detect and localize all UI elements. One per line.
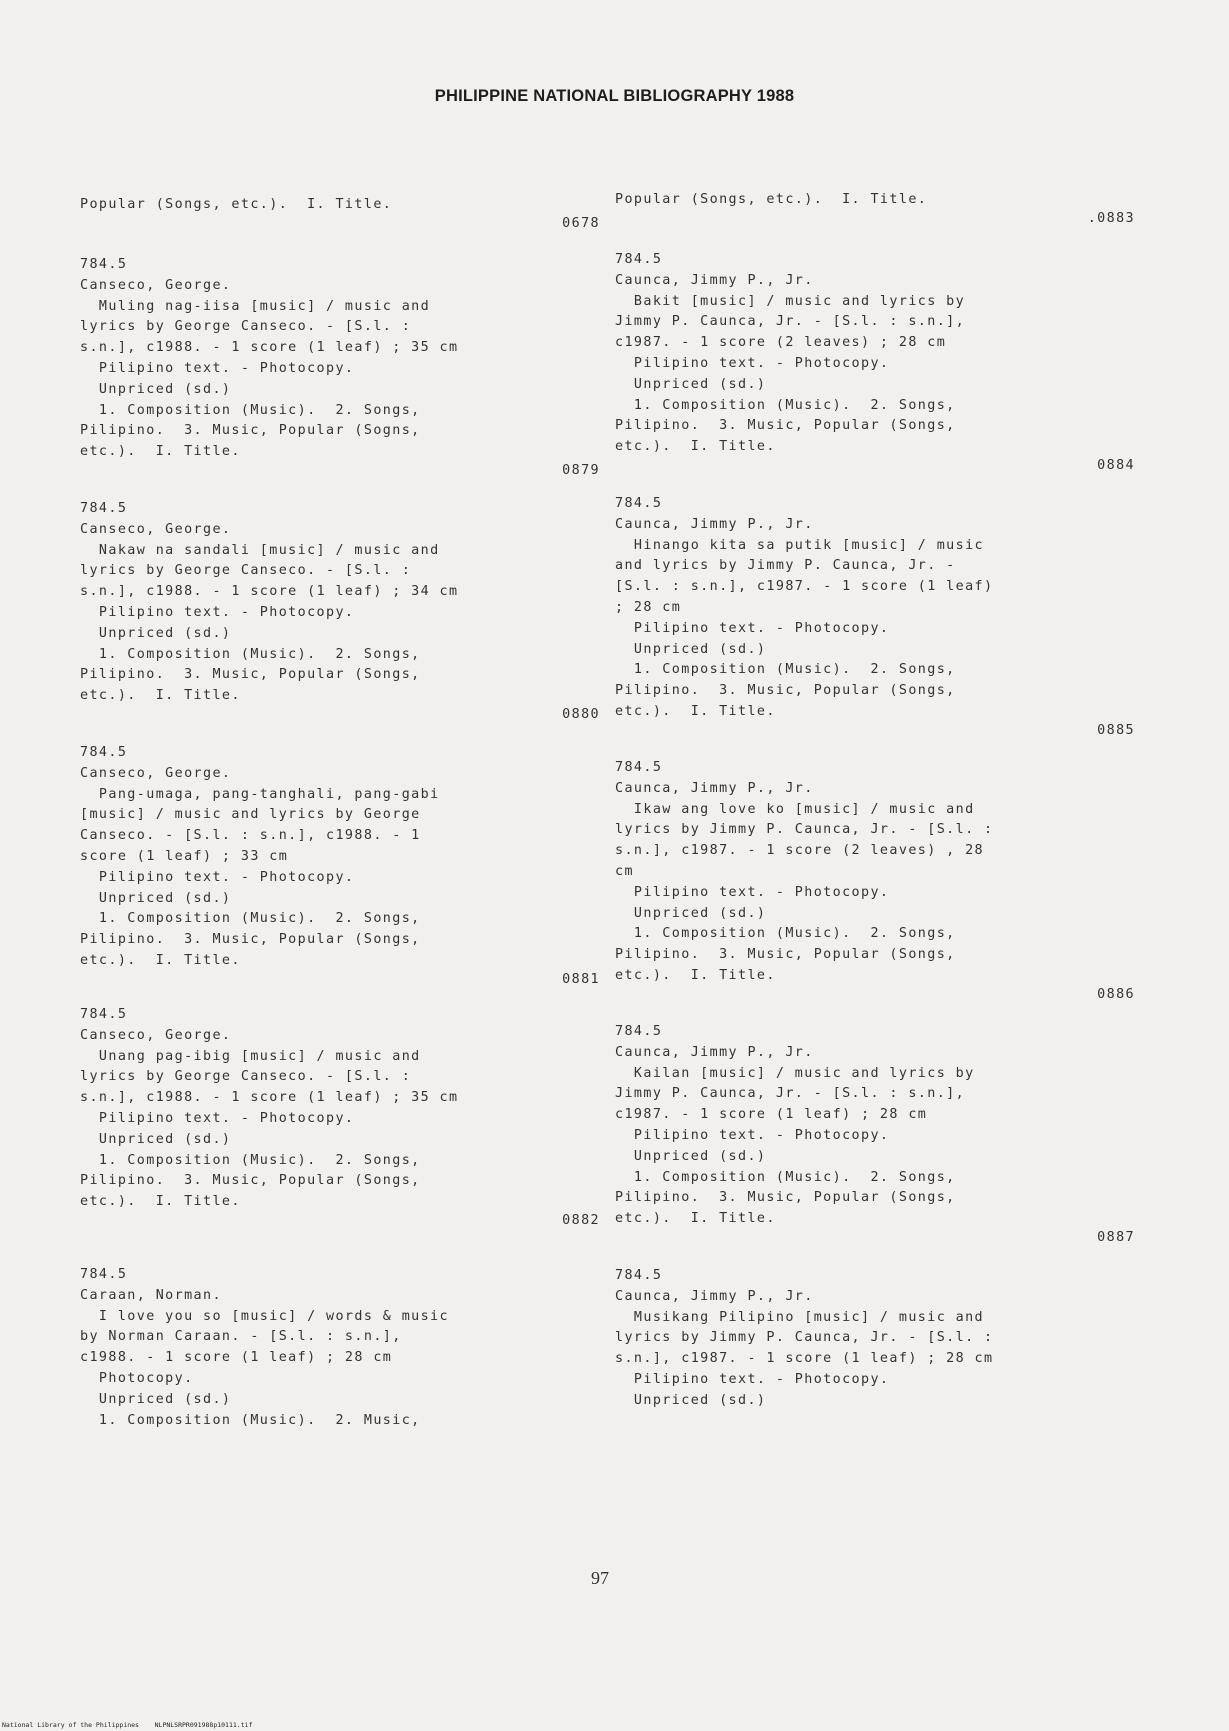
entry-line: Popular (Songs, etc.). I. Title.: [615, 192, 928, 207]
entry-line: Muling nag-iisa [music] / music and: [80, 298, 431, 314]
entry-line: Unpriced (sd.): [615, 905, 767, 921]
entry-line: I love you so [music] / words & music: [80, 1308, 450, 1324]
entry-line: etc.). I. Title.: [615, 967, 776, 983]
accession-number: .0883: [1087, 210, 1135, 226]
class-number: 784.5: [80, 1267, 128, 1282]
class-number: 784.5: [615, 1024, 663, 1039]
entry-line: ; 28 cm: [615, 599, 682, 615]
entry-line: Pilipino. 3. Music, Popular (Songs,: [80, 1173, 421, 1189]
entry-line: [S.l. : s.n.], c1987. - 1 score (1 leaf): [615, 579, 994, 595]
entry-line: s.n.], c1988. - 1 score (1 leaf) ; 34 cm: [80, 584, 459, 600]
entry-line: c1988. - 1 score (1 leaf) ; 28 cm: [80, 1350, 393, 1366]
catalog-entry: [80, 499, 600, 722]
entry-line: Pilipino text. - Photocopy.: [80, 869, 355, 885]
class-number: 784.5: [615, 496, 663, 511]
entry-line: etc.). I. Title.: [80, 952, 241, 968]
entry-line: lyrics by George Canseco. - [S.l. :: [80, 319, 412, 335]
entry-line: 1. Composition (Music). 2. Songs,: [80, 402, 421, 418]
entry-line: Caunca, Jimmy P., Jr.: [615, 1044, 814, 1060]
entry-line: Caunca, Jimmy P., Jr.: [615, 1288, 814, 1304]
entry-line: s.n.], c1988. - 1 score (1 leaf) ; 35 cm: [80, 1090, 459, 1106]
accession-number: 0678: [562, 215, 600, 231]
page-number: 97: [591, 1568, 609, 1588]
entry-line: Pilipino. 3. Music, Popular (Songs,: [80, 667, 421, 683]
entry-line: Unpriced (sd.): [615, 1148, 767, 1164]
catalog-entry: [615, 494, 1135, 738]
scan-footer: National Library of the Philippines NLPNLSRPR091988p10111.tif: [2, 1721, 253, 1729]
entry-line: s.n.], c1987. - 1 score (2 leaves) , 28: [615, 843, 985, 859]
entry-line: 1. Composition (Music). 2. Songs,: [80, 646, 421, 662]
entry-line: Unpriced (sd.): [80, 1131, 232, 1147]
catalog-entry: [615, 190, 1135, 226]
accession-number: 0880: [562, 706, 600, 722]
entry-line: Pang-umaga, pang-tanghali, pang-gabi: [80, 786, 440, 802]
entry-line: Unpriced (sd.): [80, 890, 232, 906]
entry-line: Unpriced (sd.): [615, 641, 767, 657]
entry-line: Unpriced (sd.): [615, 376, 767, 392]
entry-line: lyrics by George Canseco. - [S.l. :: [80, 563, 412, 579]
catalog-entry: [615, 1266, 1135, 1412]
accession-number: 0885: [1097, 722, 1135, 738]
entry-line: 1. Composition (Music). 2. Songs,: [615, 397, 956, 413]
entry-line: Unpriced (sd.): [615, 1392, 767, 1408]
entry-line: Bakit [music] / music and lyrics by: [615, 293, 966, 309]
entry-line: Unpriced (sd.): [80, 625, 232, 641]
entry-line: lyrics by Jimmy P. Caunca, Jr. - [S.l. :: [615, 822, 994, 838]
entry-line: etc.). I. Title.: [80, 688, 241, 704]
accession-number: 0887: [1097, 1229, 1135, 1245]
catalog-entry: [615, 1022, 1135, 1245]
entry-line: Caunca, Jimmy P., Jr.: [615, 516, 814, 532]
catalog-entry: [80, 255, 600, 478]
entry-line: score (1 leaf) ; 33 cm: [80, 848, 289, 864]
class-number: 784.5: [80, 1007, 128, 1022]
entry-line: by Norman Caraan. - [S.l. : s.n.],: [80, 1329, 402, 1345]
accession-number: 0884: [1097, 457, 1135, 473]
class-number: 784.5: [80, 501, 128, 516]
catalog-entry: [615, 250, 1135, 473]
catalog-entry: [80, 1265, 600, 1431]
entry-line: Canseco. - [S.l. : s.n.], c1988. - 1: [80, 828, 421, 844]
entry-line: Canseco, George.: [80, 521, 232, 537]
entry-line: 1. Composition (Music). 2. Songs,: [80, 1152, 421, 1168]
entry-line: s.n.], c1988. - 1 score (1 leaf) ; 35 cm: [80, 340, 459, 356]
class-number: 784.5: [615, 1268, 663, 1283]
entry-line: Caraan, Norman.: [80, 1287, 222, 1303]
entry-line: c1987. - 1 score (2 leaves) ; 28 cm: [615, 335, 947, 351]
entry-line: Photocopy.: [80, 1370, 194, 1386]
accession-number: 0881: [562, 971, 600, 987]
entry-line: and lyrics by Jimmy P. Caunca, Jr. -: [615, 558, 956, 574]
entry-line: 1. Composition (Music). 2. Songs,: [615, 1169, 956, 1185]
entry-line: Unang pag-ibig [music] / music and: [80, 1048, 421, 1064]
entry-line: cm: [615, 863, 634, 879]
entry-line: Pilipino text. - Photocopy.: [615, 1127, 890, 1143]
entry-line: Pilipino text. - Photocopy.: [615, 620, 890, 636]
entry-line: Hinango kita sa putik [music] / music: [615, 537, 985, 553]
entry-line: Pilipino. 3. Music, Popular (Sogns,: [80, 423, 421, 439]
catalog-entry: [80, 195, 600, 231]
accession-number: 0879: [562, 462, 600, 478]
entry-line: [music] / music and lyrics by George: [80, 807, 421, 823]
page-header: PHILIPPINE NATIONAL BIBLIOGRAPHY 1988: [434, 87, 795, 105]
entry-line: Canseco, George.: [80, 277, 232, 293]
entry-line: Pilipino text. - Photocopy.: [615, 355, 890, 371]
entry-line: Pilipino text. - Photocopy.: [80, 360, 355, 376]
entry-line: Musikang Pilipino [music] / music and: [615, 1309, 985, 1325]
entry-line: Caunca, Jimmy P., Jr.: [615, 780, 814, 796]
entry-line: Jimmy P. Caunca, Jr. - [S.l. : s.n.],: [615, 1086, 966, 1102]
entry-line: Unpriced (sd.): [80, 1391, 232, 1407]
class-number: 784.5: [80, 745, 128, 760]
entry-line: 1. Composition (Music). 2. Songs,: [80, 911, 421, 927]
entry-line: etc.). I. Title.: [615, 1211, 776, 1227]
entry-line: Kailan [music] / music and lyrics by: [615, 1065, 975, 1081]
accession-number: 0882: [562, 1212, 600, 1228]
entry-line: Pilipino. 3. Music, Popular (Songs,: [80, 932, 421, 948]
catalog-entry: [615, 758, 1135, 1002]
accession-number: 0886: [1097, 986, 1135, 1002]
entry-line: Canseco, George.: [80, 1027, 232, 1043]
entry-line: Pilipino text. - Photocopy.: [615, 1371, 890, 1387]
entry-line: Jimmy P. Caunca, Jr. - [S.l. : s.n.],: [615, 314, 966, 330]
entry-line: Pilipino text. - Photocopy.: [80, 604, 355, 620]
entry-line: Unpriced (sd.): [80, 381, 232, 397]
entry-line: 1. Composition (Music). 2. Music,: [80, 1412, 421, 1428]
class-number: 784.5: [80, 257, 128, 272]
catalog-entry: [80, 1005, 600, 1228]
entry-line: c1987. - 1 score (1 leaf) ; 28 cm: [615, 1107, 928, 1123]
entry-line: etc.). I. Title.: [80, 1194, 241, 1210]
entry-line: lyrics by George Canseco. - [S.l. :: [80, 1069, 412, 1085]
class-number: 784.5: [615, 760, 663, 775]
entry-line: Nakaw na sandali [music] / music and: [80, 542, 440, 558]
entry-line: etc.). I. Title.: [615, 439, 776, 455]
entry-line: Ikaw ang love ko [music] / music and: [615, 801, 975, 817]
entry-line: Pilipino text. - Photocopy.: [80, 1110, 355, 1126]
entry-line: etc.). I. Title.: [80, 444, 241, 460]
entry-line: 1. Composition (Music). 2. Songs,: [615, 926, 956, 942]
entry-line: Popular (Songs, etc.). I. Title.: [80, 197, 393, 212]
entry-line: 1. Composition (Music). 2. Songs,: [615, 662, 956, 678]
entry-line: Pilipino. 3. Music, Popular (Songs,: [615, 683, 956, 699]
entry-line: Canseco, George.: [80, 765, 232, 781]
entry-line: Pilipino. 3. Music, Popular (Songs,: [615, 947, 956, 963]
class-number: 784.5: [615, 252, 663, 267]
entry-line: s.n.], c1987. - 1 score (1 leaf) ; 28 cm: [615, 1351, 994, 1367]
entry-line: Pilipino. 3. Music, Popular (Songs,: [615, 418, 956, 434]
catalog-entry: [80, 743, 600, 987]
entry-line: lyrics by Jimmy P. Caunca, Jr. - [S.l. :: [615, 1330, 994, 1346]
entry-line: Pilipino text. - Photocopy.: [615, 884, 890, 900]
entry-line: etc.). I. Title.: [615, 703, 776, 719]
entry-line: Pilipino. 3. Music, Popular (Songs,: [615, 1190, 956, 1206]
entry-line: Caunca, Jimmy P., Jr.: [615, 272, 814, 288]
